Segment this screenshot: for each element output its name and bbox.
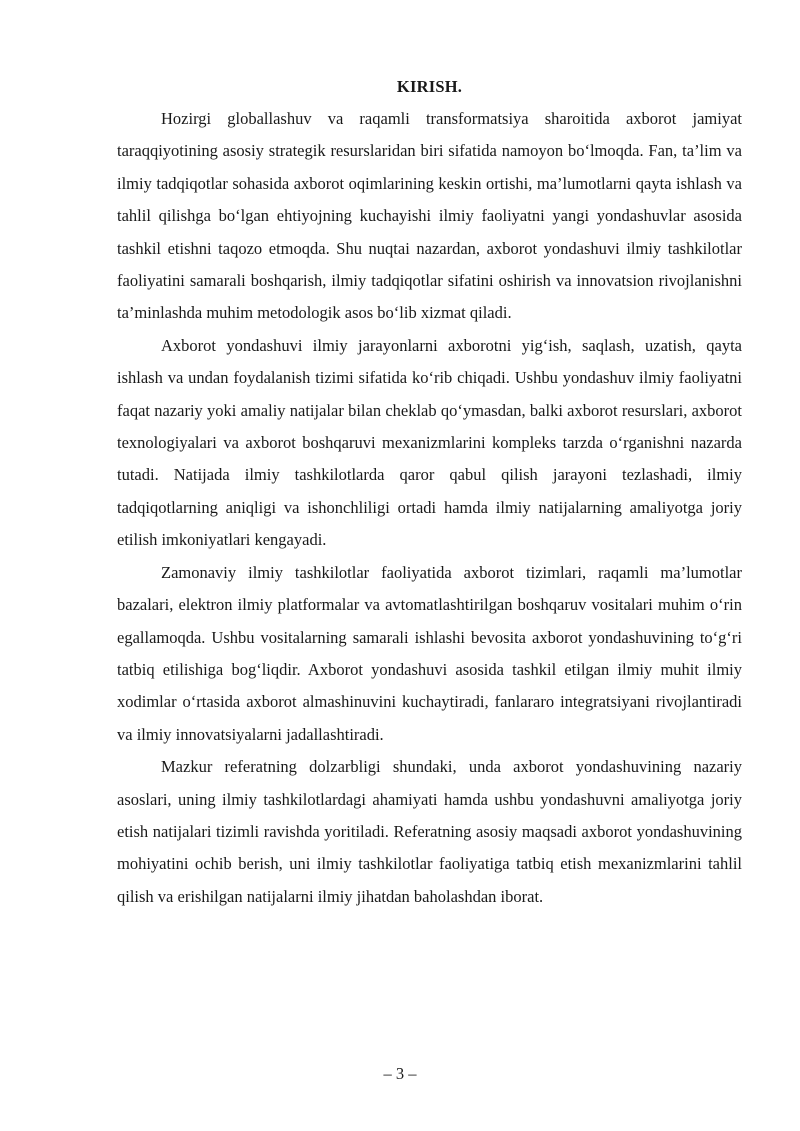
page-number: – 3 – [383,1064,417,1083]
paragraph-4: Mazkur referatning dolzarbligi shundaki, unda axborot yondashuvining nazariy asoslari, uning ilmiy tashkilotlardagi ahamiyati hamda ushbu yondashuvni amaliyotga joriy etish natijalari tizimli ravishda yoritiladi. Referatning asosiy maqsadi axborot yondashuvining mohiyatini ochib berish, uni ilmiy tashkilotlar faoliyatiga tatbiq etish mexanizmlarini tahlil qilish va erishilgan natijalarni ilmiy jihatdan baholashdan iborat. [117,757,742,906]
paragraph-2: Axborot yondashuvi ilmiy jarayonlarni axborotni yig‘ish, saqlash, uzatish, qayta ishlash va undan foydalanish tizimi sifatida ko‘rib chiqadi. Ushbu yondashuv ilmiy faoliyatni faqat nazariy yoki amaliy natijalar bilan cheklab qo‘ymasdan, balki axborot resurslari, axborot texnologiyalari va axborot boshqaruvi mexanizmlarini kompleks tarzda o‘rganishni nazarda tutadi. Natijada ilmiy tashkilotlarda qaror qabul qilish jarayoni tezlashadi, ilmiy tadqiqotlarning aniqligi va ishonchliligi ortadi hamda ilmiy natijalarning amaliyotga joriy etilish imkoniyatlari kengayadi. [117,335,742,550]
section-title: KIRISH. [396,77,463,96]
paragraph-3: Zamonaviy ilmiy tashkilotlar faoliyatida axborot tizimlari, raqamli ma’lumotlar bazalari, elektron ilmiy platformalar va avtomatlashtirilgan boshqaruv vositalari muhim o‘rin egallamoqda. Ushbu vositalarning samarali ishlashi bevosita axborot yondashuvining to‘g‘ri tatbiq etilishiga bog‘liqdir. Axborot yondashuvi asosida tashkil etilgan ilmiy muhit ilmiy xodimlar o‘rtasida axborot almashinuvini kuchaytiradi, fanlararo integratsiyani rivojlantiradi va ilmiy innovatsiyalarni jadallashtiradi. [117,562,742,744]
paragraph-1: Hozirgi globallashuv va raqamli transformatsiya sharoitida axborot jamiyat taraqqiyotining asosiy strategik resurslaridan biri sifatida namoyon bo‘lmoqda. Fan, ta’lim va ilmiy tadqiqotlar sohasida axborot oqimlarining keskin ortishi, ma’lumotlarni qayta ishlash va tahlil qilishga bo‘lgan ehtiyojning kuchayishi ilmiy faoliyatni yangi yondashuvlar asosida tashkil etishni taqozo etmoqda. Shu nuqtai nazardan, axborot yondashuvi ilmiy tashkilotlar faoliyatini samarali boshqarish, ilmiy tadqiqotlar sifatini oshirish va innovatsion rivojlanishni ta’minlashda muhim metodologik asos bo‘lib xizmat qiladi. [117,109,742,323]
